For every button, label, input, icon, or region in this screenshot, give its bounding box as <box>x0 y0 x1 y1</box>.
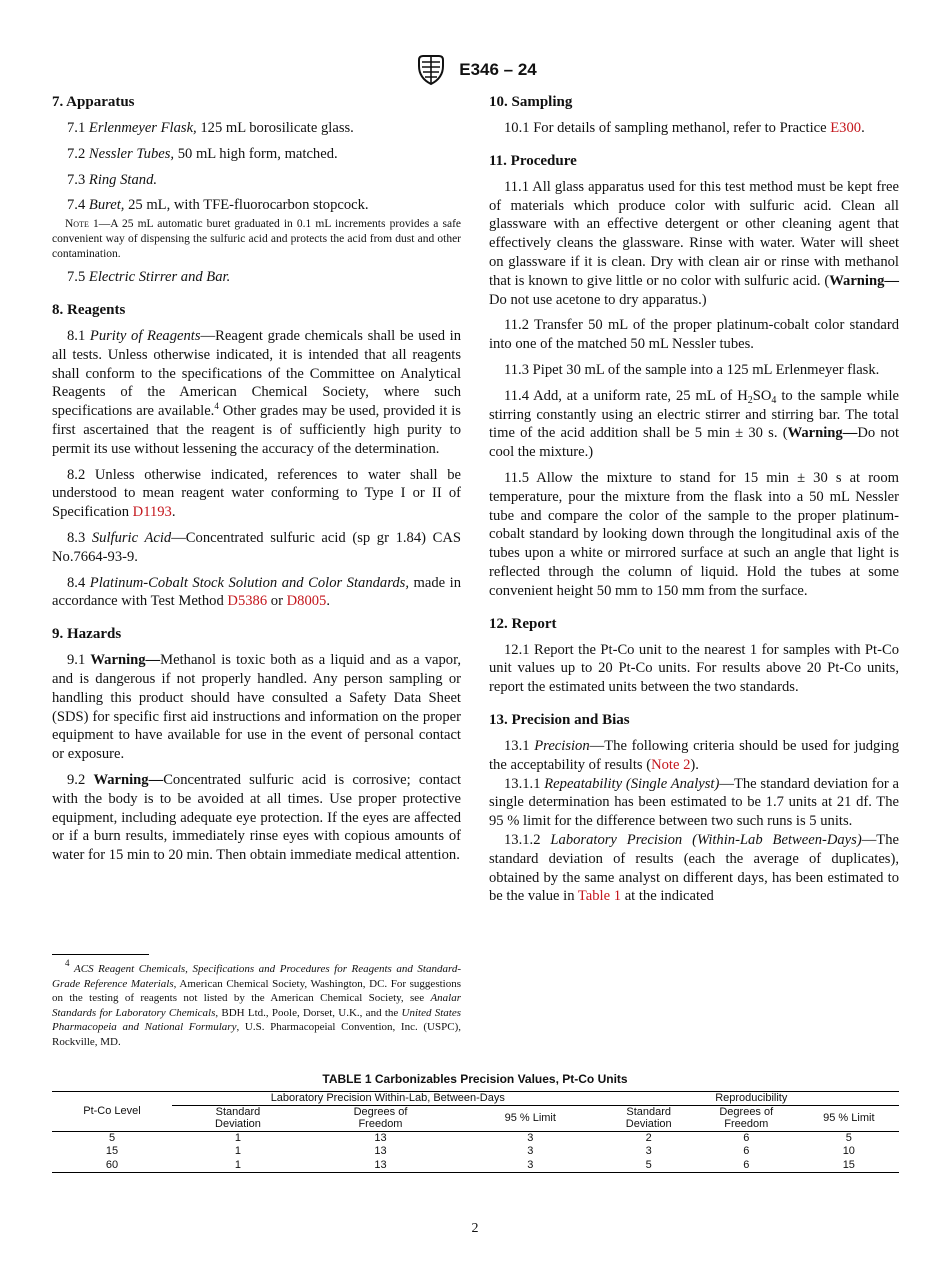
table-title: TABLE 1 Carbonizables Precision Values, Pt-Co Units <box>322 1072 628 1086</box>
paragraph-7-5: 7.5 Electric Stirrer and Bar. <box>67 269 231 286</box>
paragraph-8-1: 8.1 Purity of Reagents—Reagent grade chemicals shall be used in all tests. Unless otherwise indicated, it is intended that all reagents shall conform to the specifications of the Committee on Analytical Reagents of the American Chemical Society, where such specifications are available.$^4$ Other grades may be used, provided it is first ascertained that the reagent is of sufficiently high purity to permit its use without lessening the accuracy of the determination. <box>52 327 462 457</box>
section-title: 8. Reagents <box>52 301 126 318</box>
cell: 1 <box>172 1159 304 1173</box>
paragraph-7-4: 7.4 Buret, 25 mL, with TFE-fluorocarbon stopcock. <box>67 197 369 214</box>
document-designation: E346 – 24 <box>459 60 537 79</box>
paragraph-9-1: 9.1 Warning—Methanol is toxic both as a liquid and as a vapor, and is dangerous if not properly handled. Any person sampling or handling this product should have consulted a Safety Data Sheet (SDS) for specific first aid instructions and information on the proper equipment to have available for use in the event of personal contact or exposure. <box>52 652 461 763</box>
astm-logo <box>413 54 449 86</box>
section-reagents <box>52 302 461 611</box>
precision-table <box>52 1091 899 1173</box>
footnote-divider <box>52 954 149 955</box>
section-sampling <box>489 94 899 138</box>
header-df-2: Freedom <box>304 1118 457 1131</box>
paragraph-11-1: 11.1 All glass apparatus used for this test method must be kept free of materials which produce color with sulfuric acid. Clean all glassware with an effective detergent or other cleaning agent that effectively cleans the glassware. Rinse with water. Water will sheet on glassware if it is clean. Dry with clean air or rinse with methanol that is known to give little or no color with sulfuric acid. (Warning—Do not use acetone to dry apparatus.) <box>489 178 899 308</box>
cell: 3 <box>527 1145 534 1157</box>
header-df: Degrees of <box>719 1105 774 1118</box>
paragraph-11-2: 11.2 Transfer 50 mL of the proper platinum-cobalt color standard into one of the matched 50 mL Nessler tubes. <box>489 317 899 353</box>
section-title: 12. Report <box>489 615 557 632</box>
header-df: Degrees of <box>353 1105 408 1118</box>
header-df-2: Freedom <box>694 1118 799 1131</box>
header-sd-2: Deviation <box>604 1118 694 1131</box>
cell: 6 <box>743 1131 750 1144</box>
cell: 6 <box>694 1159 799 1173</box>
cell: 6 <box>743 1145 750 1157</box>
paragraph-8-2: 8.2 Unless otherwise indicated, references to water shall be understood to mean reagent water conforming to Type I or II of Specification D1193. <box>52 466 461 521</box>
link-e300[interactable]: E300 <box>830 120 862 136</box>
header-sd: Standard <box>215 1105 261 1118</box>
cell: 3 <box>457 1159 604 1173</box>
header-limit: 95 % Limit <box>457 1105 604 1131</box>
note-1: Note 1—A 25 mL automatic buret graduated in 0.1 mL increments provides a safe convenient way of dispensing the sulfuric acid and protects the acid from dust and other contamination. <box>52 218 462 261</box>
cell: 1 <box>234 1145 242 1157</box>
paragraph-13-1-2: 13.1.2 Laboratory Precision (Within-Lab Between-Days)—The standard deviation of results (each the average of duplicates), obtained by the same analyst on different days, has been estimated to be the value in Table 1 at the indicated <box>489 831 899 905</box>
page-number: 2 <box>471 1221 479 1236</box>
section-apparatus <box>52 94 461 287</box>
cell-level: 60 <box>52 1159 172 1173</box>
link-d8005[interactable]: D8005 <box>286 593 327 610</box>
cell: 3 <box>645 1145 652 1157</box>
paragraph-11-4: 11.4 Add, at a uniform rate, 25 mL of $H_2SO_4$ to the sample while stirring constantly using an electric stirrer and stirring bar. The total time of the acid addition shall be 5 min ± 30 s. (Warning—Do not cool the mixture.) <box>489 387 899 461</box>
paragraph-12-1: 12.1 Report the Pt-Co unit to the nearest 1 for samples with Pt-Co unit values up to 20 Pt-Co units. For results above 20 Pt-Co units, report the estimated units between the two standards. <box>489 641 899 696</box>
left-column <box>52 94 461 872</box>
paragraph-7-2: 7.2 Nessler Tubes, 50 mL high form, matched. <box>67 145 338 162</box>
section-title: 10. Sampling <box>489 94 573 110</box>
link-d1193[interactable]: D1193 <box>132 504 172 521</box>
page-header <box>0 54 950 86</box>
paragraph-7-1: 7.1 Erlenmeyer Flask, 125 mL borosilicate glass. <box>67 120 354 136</box>
paragraph-9-2: 9.2 Warning—Concentrated sulfuric acid is corrosive; contact with the body is to be avoided at all times. Use proper protective equipment, including adequate eye protection. If the eyes are affected or if a burn results, immediately rinse eyes with copious amounts of water for 15 min to 20 min. Then obtain immediate medical attention. <box>52 771 461 864</box>
paragraph-13-1-1: 13.1.1 Repeatability (Single Analyst)—The standard deviation for a single determination has been estimated to be 1.7 units at 21 df. The 95 % limit for the difference between two such runs is 5 units. <box>489 775 899 830</box>
section-hazards <box>52 626 461 865</box>
cell: 15 <box>799 1159 899 1173</box>
link-note-2[interactable]: Note 2 <box>651 756 691 773</box>
cell: 13 <box>374 1145 387 1157</box>
link-d5386[interactable]: D5386 <box>227 593 268 610</box>
cell: 10 <box>842 1145 855 1157</box>
header-group-within-lab: Laboratory Precision Within-Lab, Between-Days <box>172 1092 604 1106</box>
header-limit: 95 % Limit <box>799 1105 899 1131</box>
section-precision-bias <box>489 712 899 906</box>
section-procedure <box>489 153 899 601</box>
paragraph-11-5: 11.5 Allow the mixture to stand for 15 min ± 30 s at room temperature, pour the mixture from the flask into a 50 mL Nessler tube and compare the color of the sample to the proper platinum-cobalt standard by looking down through the longitudinal axis of the tubes upon a white or mirrored surface at such an angle that light is reflected through the column of liquid. Hold the tubes at some convenient height 50 mm to 150 mm from the surface. <box>489 469 899 599</box>
footnote-ref[interactable]: 4 <box>214 401 219 412</box>
link-table-1[interactable]: Table 1 <box>577 888 622 905</box>
cell: 2 <box>645 1131 652 1144</box>
section-title: 7. Apparatus <box>52 94 135 110</box>
table-row <box>52 1159 899 1173</box>
table-row <box>52 1131 899 1145</box>
cell-level: 15 <box>105 1145 119 1157</box>
paragraph-11-3: 11.3 Pipet 30 mL of the sample into a 125 mL Erlenmeyer flask. <box>504 361 880 378</box>
right-column <box>489 94 899 906</box>
cell-level: 5 <box>108 1131 116 1144</box>
paragraph-8-3: 8.3 Sulfuric Acid—Concentrated sulfuric acid (sp gr 1.84) CAS No.7664-93-9. <box>52 529 462 565</box>
footnote-4: $^4$ ACS Reagent Chemicals, Specifications and Procedures for Reagents and Standard-Grade Reference Materials, American Chemical Society, Washington, DC. For suggestions on the testing of reagents not listed by the American Chemical Society, see Analar Standards for Laboratory Chemicals, BDH Ltd., Poole, Dorset, U.K., and the United States Pharmacopeia and National Formulary, U.S. Pharmacopeial Convention, Inc. (USPC), Rockville, MD. <box>52 958 462 1048</box>
cell: 3 <box>527 1131 534 1144</box>
cell: 13 <box>374 1131 387 1144</box>
section-title: 13. Precision and Bias <box>489 711 630 728</box>
paragraph-7-3: 7.3 Ring Stand. <box>67 171 158 188</box>
paragraph-13-1: 13.1 Precision—The following criteria should be used for judging the acceptability of results (Note 2). <box>489 737 899 773</box>
header-group-reproducibility: Reproducibility <box>604 1092 899 1106</box>
section-report <box>489 616 899 697</box>
cell: 13 <box>304 1159 457 1173</box>
header-sd: Standard <box>626 1105 672 1118</box>
cell: 5 <box>845 1131 852 1144</box>
header-level: Pt-Co Level <box>52 1092 172 1132</box>
paragraph-8-4: 8.4 Platinum-Cobalt Stock Solution and Color Standards, made in accordance with Test Method D5386 or D8005. <box>52 574 461 610</box>
cell: 5 <box>604 1159 694 1173</box>
header-sd-2: Deviation <box>172 1118 304 1131</box>
cell: 1 <box>234 1131 242 1144</box>
paragraph-10-1: 10.1 For details of sampling methanol, refer to Practice E300. <box>504 120 865 136</box>
section-title: 11. Procedure <box>489 152 577 169</box>
table-row <box>52 1145 899 1159</box>
section-title: 9. Hazards <box>52 626 122 643</box>
